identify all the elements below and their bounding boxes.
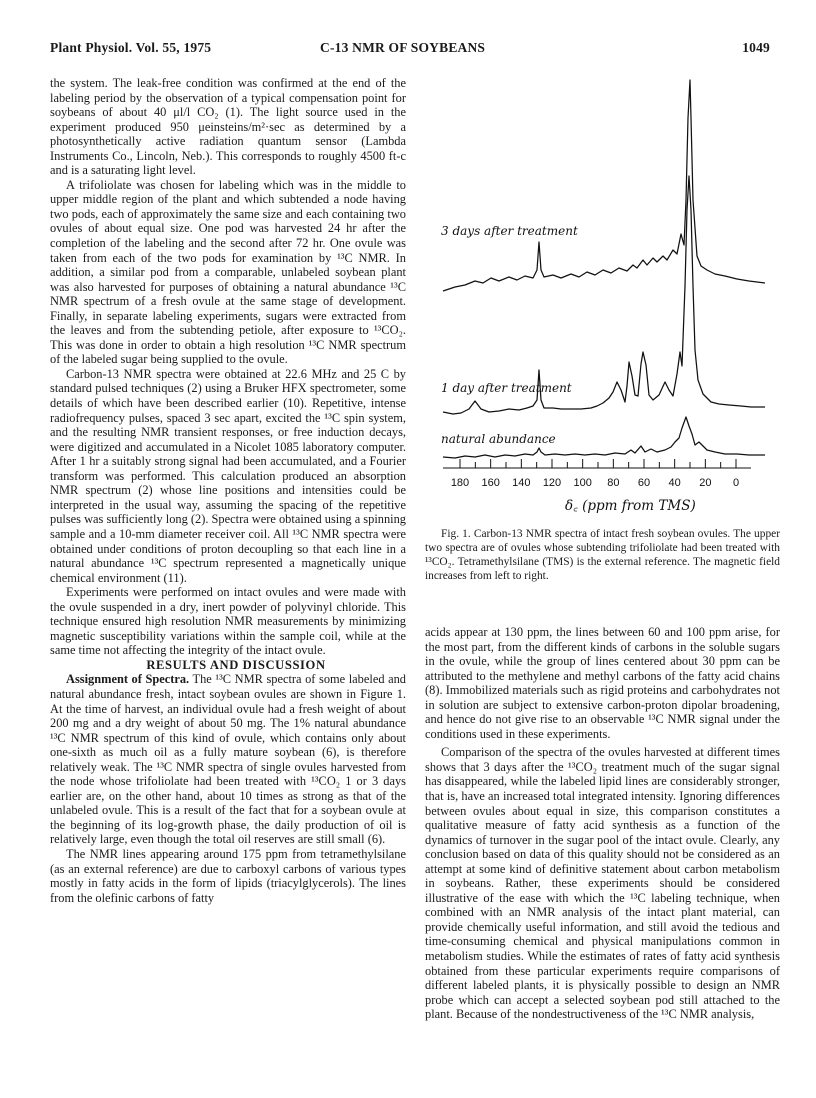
paragraph: A trifoliolate was chosen for labeling which was in the middle to upper middle region of the plant and which subtended a node having two pods, each of approximately the same size and each containing two ovules of about equal size. One pod was harvested 24 hr after the completion of the labeling and the second after 72 hr. One ovule was taken from each of the two pods for examination by ¹³C NMR. In addition, a similar pod from a comparable, unlabeled soybean plant was also harvested for purposes of obtaining a natural abundance ¹³C NMR spectrum of a fresh ovule at the same stage of development. Finally, in separate labeling experiments, sugars were extracted from the leaves and from the subtending petiole, after exposure to ¹³CO₂. This was done in order to obtain a high resolution ¹³C NMR spectrum of the labeled sugar being supplied to the ovule. xyxy=(50,177,406,367)
paragraph: Carbon-13 NMR spectra were obtained at 22.6 MHz and 25 C by standard pulsed techniques (2) using a Bruker HFX spectrometer, some details of which have been described earlier (10). Repetitive, intense radiofrequency pulses, spaced 3 sec apart, excited the ¹³C spin system, and the resulting NMR transient responses, or free induction decays, were digitized and accumulated in a Nicolet 1085 laboratory computer. After 1 hr a suitably strong signal had been accumulated, and a Fourier transform was performed. This calculation produced an absorption NMR spectrum (2) whose line positions and intensities could be interpreted in the usual way, assuming the spacing of the repetitive pulses was sufficiently long (2). Spectra were obtained using a spinning sample and a 10-mm diameter receiver coil. All ¹³C NMR spectra were obtained under conditions of proton decoupling so that each line in a natural abundance ¹³C spectrum represented a magnetically unique chemical environment (11). xyxy=(50,366,406,585)
running-title: C-13 NMR OF SOYBEANS xyxy=(320,40,486,55)
figure-1 xyxy=(425,70,780,550)
tick-label: 40 xyxy=(668,477,681,489)
spectrum-3-days xyxy=(443,80,765,291)
tick-label: 80 xyxy=(607,477,620,489)
run-in-heading: Assignment of Spectra. xyxy=(66,672,190,687)
caption-text: Fig. 1. Carbon-13 NMR spectra of intact fresh soybean ovules. The upper two spectra are of ovules whose subtending trifoliolate had been treated with ¹³CO₂. Tetramethylsilane (TMS) is the external reference. The magnetic field increases from left to right. xyxy=(425,528,780,582)
tick-label: 120 xyxy=(542,477,562,489)
tick-label: 100 xyxy=(573,477,592,489)
axis-title: δ꜀ (ppm from TMS) xyxy=(565,498,696,514)
paragraph: acids appear at 130 ppm, the lines between 60 and 100 ppm arise, for the most part, from the different kinds of carbons in the soluble sugars in the ovule, while the group of lines centered about 30 ppm can be attributed to the methylene and methyl carbons of the fatty acid chains (8). Immobilized materials such as rigid proteins and carbohydrates not in solution are subject to extensive carbon-proton dipolar broadening, and hence do not give rise to an observable ¹³C NMR signal under the conditions used in these experiments. xyxy=(425,625,780,741)
tick-label: 0 xyxy=(732,477,740,489)
label-natural-abundance: natural abundance xyxy=(441,432,556,446)
figure-caption xyxy=(425,528,780,584)
journal-citation: Plant Physiol. Vol. 55, 1975 xyxy=(50,40,212,55)
spectrum-1-day xyxy=(443,176,765,414)
running-header xyxy=(50,40,770,60)
label-1-day: 1 day after treatment xyxy=(441,381,572,395)
paragraph: Experiments were performed on intact ovules and were made with the ovule suspended in a dry, inert powder of polyvinyl chloride. This technique ensured high resolution NMR measurements by minimizing magnetic susceptibility variations within the sample coil, while at the same time not affecting the integrity of the intact ovule. xyxy=(50,585,406,658)
paragraph xyxy=(50,672,406,847)
nmr-spectra-figure xyxy=(425,70,780,530)
tick-label: 180 xyxy=(450,477,470,489)
right-column xyxy=(425,625,780,1022)
section-heading: RESULTS AND DISCUSSION xyxy=(146,657,326,672)
left-column xyxy=(50,76,406,905)
paragraph: The NMR lines appearing around 175 ppm from tetramethylsilane (as an external reference) are due to carboxyl carbons of various types mostly in fatty acids in the form of lipids (triacylglycerols). The lines from the olefinic carbons of fatty xyxy=(50,846,406,905)
page-number: 1049 xyxy=(742,40,770,55)
ppm-axis-ticks xyxy=(451,459,739,489)
paragraph-text: The ¹³C NMR spectra of some labeled and natural abundance fresh, intact soybean ovules are shown in Figure 1. At the time of harvest, an individual ovule had a fresh weight of about 200 mg and a dry weight of about 50 mg. The 1% natural abundance ¹³C NMR spectrum of this kind of ovule, which contains only about one-sixth as much oil as a fully mature soybean (6), is therefore relatively weak. The ¹³C NMR spectra of single ovules harvested from the node whose trifoliolate had been treated with ¹³CO₂ 1 or 3 days earlier are, on the other hand, about 10 times as strong as that of the unlabeled ovule. This is a result of the fact that for a soybean ovule at the beginning of its log-growth phase, the daily production of oil is relatively large, even though the total oil reserves are still small (6). xyxy=(50,672,406,847)
tick-label: 140 xyxy=(512,477,531,489)
label-3-days: 3 days after treatment xyxy=(441,224,578,238)
paragraph: the system. The leak-free condition was confirmed at the end of the labeling period by the observation of a typical compensation point for soybeans of about 40 μl/l CO₂ (1). The light source used in the experiment produced 950 μeinsteins/m²·sec as determined by a photosynthetically active radiation quantum sensor (Lambda Instruments Co., Lincoln, Neb.). This corresponds to roughly 4500 ft-c and is a saturating light level. xyxy=(50,76,406,178)
tick-label: 20 xyxy=(699,477,712,489)
tick-label: 60 xyxy=(637,477,651,489)
tick-label: 160 xyxy=(481,477,500,489)
paragraph: Comparison of the spectra of the ovules harvested at different times shows that 3 days after the ¹³CO₂ treatment much of the sugar signal has disappeared, while the labeled lipid lines are considerably stronger, that is, have an increased total integrated intensity. Ignoring differences between ovules about equal in size, this comparison constitutes a qualitative measure of fatty acid synthesis as a function of the dynamics of turnover in the sugar pool of the intact ovule. Clearly, any conclusion based on data of this quality should not be considered as an attempt at some kind of definitive statement about carbon metabolism in soybeans. Rather, these experiments should be considered illustrative of the ease with which the ¹³C labeling technique, when combined with an NMR analysis of the intact plant material, can provide chemically useful information, and still avoid the tedious and time-consuming chemical and physical manipulations common in metabolism studies. While the estimates of rates of fatty acid synthesis obtained from these particular experiments require comparisons of different labeled plants, it is physically possible to design an NMR probe which can accept a selected soybean pod still attached to the plant. Because of the nondestructiveness of the ¹³C NMR analysis, xyxy=(425,745,780,1022)
